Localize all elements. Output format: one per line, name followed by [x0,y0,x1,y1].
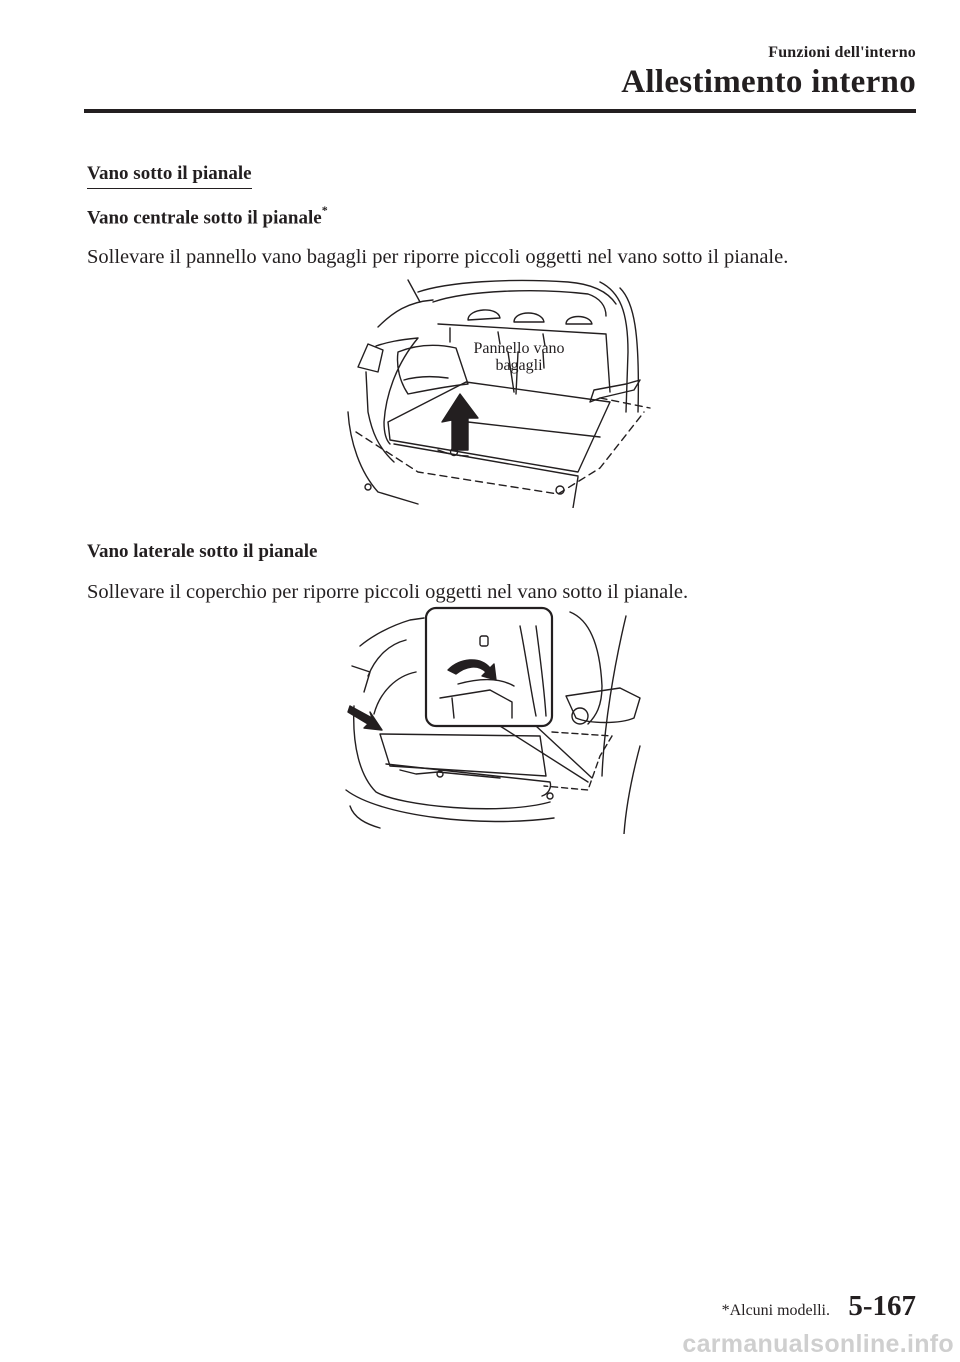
side-compartment-title: Vano laterale sotto il pianale [87,541,318,562]
luggage-board-label-line2: bagagli [495,357,543,374]
luggage-board-illustration [338,272,658,508]
page-number: 5-167 [848,1290,916,1322]
watermark: carmanualsonline.info [682,1330,954,1358]
center-compartment-instructions: Sollevare il pannello vano bagagli per riporre piccoli oggetti nel vano sotto il pianale. [87,246,789,268]
side-cover-illustration [340,606,646,834]
section-title: Funzioni dell'interno [768,44,916,61]
section-heading: Vano sotto il pianale [87,163,252,189]
footnote-some-models: *Alcuni modelli. [721,1302,830,1319]
center-compartment-title-text: Vano centrale sotto il pianale [87,207,322,229]
luggage-board-label-line1: Pannello vano [473,340,565,357]
side-compartment-instructions: Sollevare il coperchio per riporre piccoli oggetti nel vano sotto il pianale. [87,581,689,603]
header-divider [84,109,916,113]
chapter-title: Allestimento interno [621,64,916,100]
some-models-marker: * [321,203,328,217]
center-compartment-title [87,205,328,229]
